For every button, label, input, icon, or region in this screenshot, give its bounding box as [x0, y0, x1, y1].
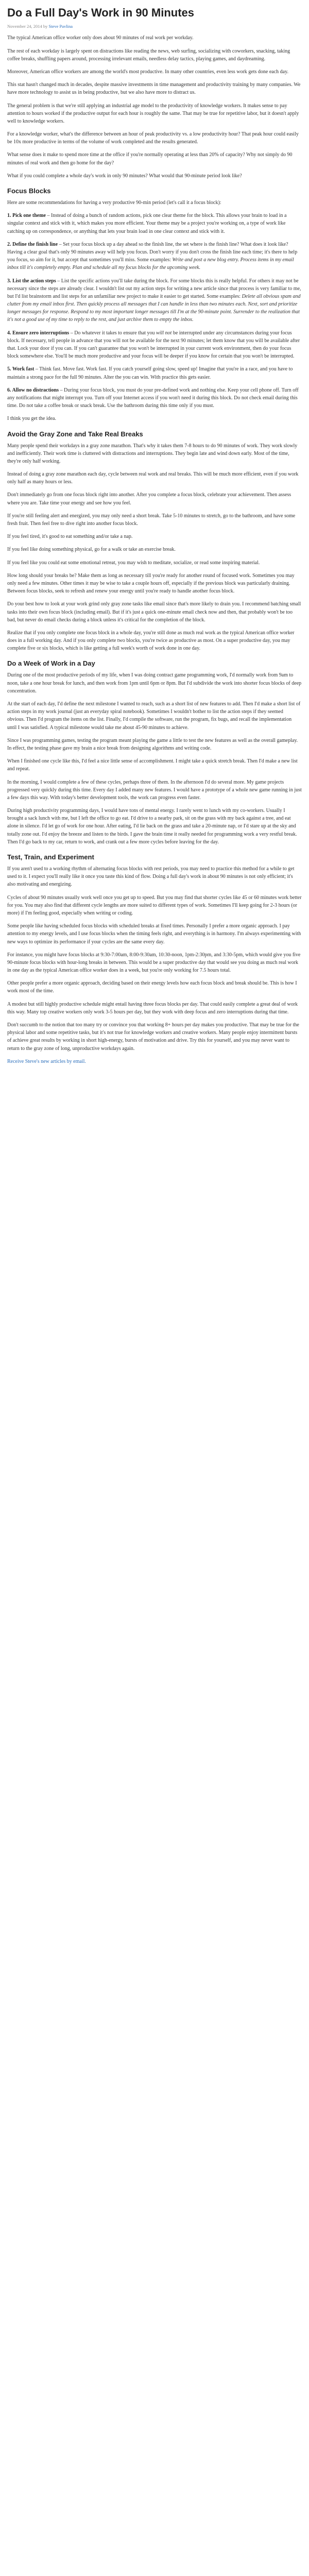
article-page [0, 0, 309, 1083]
intro-section [7, 34, 302, 180]
focus-item-lead: 5. Work fast [7, 366, 35, 372]
focus-item-text: – List the specific actions you'll take during the block. For some blocks this is really helpful. For others it may not be necessary since the steps are already clear. I wouldn't list out my action steps for writing a new article since that process is very familiar to me, but I'd list brainstorm and list steps for an unfamiliar new project to make it easier to get started. Some examples: [7, 278, 301, 299]
focus-item-text: – Do whatever it takes to ensure that you [69, 330, 157, 336]
test-paragraph: Other people prefer a more organic approach, deciding based on their energy levels how each focus block and break should be. This is how I work most of the time. [7, 980, 297, 994]
gray-zone-paragraph: If you're still feeling alert and energized, you may only need a short break. Take 5-10 minutes to stretch, go to the bathroom, and have some fresh fruit. Then feel free to dive right into another focus block. [7, 513, 296, 527]
focus-block-item [7, 329, 302, 361]
gray-zone-paragraph: If you feel tired, it's good to eat something and/or take a nap. [7, 534, 133, 540]
test-paragraph: Some people like having scheduled focus blocks with scheduled breaks at fixed times. Personally I prefer a more organic approach. I pay attention to my energy levels, and I use focus blocks when the timing feels right, and everything is in harmony. I'm always experimenting with new ways to optimize its performance if your cycles are the same every day. [7, 923, 301, 945]
intro-paragraph: Moreover, American office workers are among the world's most productive. In many other countries, even less work gets done each day. [7, 69, 288, 75]
article-title: Do a Full Day's Work in 90 Minutes [7, 6, 195, 19]
intro-paragraph: For a knowledge worker, what's the difference between an hour of peak productivity vs. a low productivity hour? That peak hour could easily be 10x more productive in terms of the volume of work completed and the results generated. [7, 131, 299, 145]
focus-block-item [7, 241, 302, 272]
focus-item-lead: 3. List the action steps [7, 278, 56, 284]
focus-block-item [7, 212, 302, 235]
test-paragraph: Cycles of about 90 minutes usually work well once you get up to speed. But you may find that shorter cycles like 45 or 60 minutes work better for you. You may also find that different cycle lengths are more suited to different types of work. Sometimes I'll keep going for 2-3 hours (or more) if I'm feeling good, especially when writing or coding. [7, 894, 302, 916]
focus-item-lead: 6. Allow no distractions [7, 387, 59, 393]
week-paragraph: During one of the most productive periods of my life, when I was doing contract game programming work, I'd normally work from 9am to noon, take a one hour break for lunch, and then work from 1pm until 6pm or 8pm. But I'd subdivide the work into shorter focus blocks of deep concentration. [7, 672, 302, 694]
section-heading-gray-zone: Avoid the Gray Zone and Take Real Breaks [7, 430, 143, 438]
focus-block-item [7, 386, 302, 410]
section-heading-focus-blocks: Focus Blocks [7, 187, 51, 195]
focus-item-lead: 4. Ensure zero interruptions [7, 330, 70, 336]
focus-item-text: – During your focus block, you must do your pre-defined work and nothing else. Keep your cell phone off. Turn off any notifications that might interrupt you. Turn off your Internet access if you won't need it during this block. Do not check email during this time. Do not take a coffee break or snack break. Use the bathroom during this time only if you must. [7, 387, 299, 409]
gray-zone-paragraph: Realize that if you only complete one focus block in a whole day, you're still done as much real work as the typical American office worker does in a full working day. And if you only complete two blocks, you're twice as productive as most. On a super productive day, you may complete five or six blocks, which is like getting a full week's worth of work done in one day. [7, 630, 295, 652]
article-meta [7, 24, 302, 29]
gray-zone-paragraph: Many people spend their workdays in a gray zone marathon. That's why it takes them 7-8 hours to do 90 minutes of work. They work slowly and inefficiently. Their work time is cluttered with distractions and interruptions. They begin late and wind down early. Most of the time, they're only half working. [7, 443, 298, 464]
section-heading-week-in-day: Do a Week of Work in a Day [7, 659, 95, 668]
gray-zone-paragraph: Instead of doing a gray zone marathon each day, cycle between real work and real breaks. This will be much more efficient, even if you work only half as many hours or less. [7, 471, 299, 485]
subscribe-link[interactable]: Receive Steve's new articles by email. [7, 1058, 86, 1064]
test-paragraph: A modest but still highly productive schedule might entail having three focus blocks per day. That could easily complete a great deal of work this way. Many top creative workers only work 3-5 hours per day, but they work with deep focus and zero interruptions during that time. [7, 1001, 298, 1015]
test-paragraph: Don't succumb to the notion that too many try or convince you that working 8+ hours per day makes you productive. That may be true for the physical labor and some repetitive tasks, but it's not true for knowledge workers and creative workers. Many people enjoy intermittent bursts of achieve great results by working in short high-energy, bursts of motivation and drive. Try this for yourself, and you may never want to return to the gray zone of long, unproductive workdays again. [7, 1022, 299, 1052]
test-paragraph: If you aren't used to a working rhythm of alternating focus blocks with rest periods, you may need to practice this method for a while to get used to it. I expect you'll really like it once you taste this kind of flow. Doing a full day's work in about 90 minutes is not only efficient; it's also motivating and energizing. [7, 866, 295, 888]
section-heading-test-train: Test, Train, and Experiment [7, 853, 94, 861]
gray-zone-paragraph: Don't immediately go from one focus block right into another. After you complete a focus block, celebrate your achievement. Then assess where you are. Take time your energy and see how you feel. [7, 492, 291, 506]
gray-zone-paragraph: Do your best how to look at your work grind only gray zone tasks like email since that's more likely to drain you. I recommend batching small tasks into their own focus block (including email). But if it's just a quick one-minute email check now and then, that probably won't be too bad, but never do email checks during a block unless it's critical for the completion of the block. [7, 601, 301, 623]
intro-paragraph: The rest of each workday is largely spent on distractions like reading the news, web surfing, socializing with coworkers, snacking, taking coffee breaks, shuffling papers around, processing irrelevant emails, needless delay tactics, playing games, and daydreaming. [7, 48, 290, 62]
focus-item-lead: 1. Pick one theme [7, 213, 46, 219]
focus-block-item [7, 365, 302, 381]
week-paragraph: When I finished one cycle like this, I'd feel a nice little sense of accomplishment. I might take a quick stretch break. Then I'd make a new list and repeat. [7, 758, 298, 772]
intro-paragraph: What if you could complete a whole day's work in only 90 minutes? What would that 90-minute period look like? [7, 173, 242, 179]
week-paragraph: During high productivity programming days, I would have tons of mental energy. I rarely went to lunch with my co-workers. Usually I brought a sack lunch with me, but I left the office to go eat. I'd drive to a nearby park, sit on the grass with my back against a tree, and eat alone in silence. I'd let go of work for one hour. After eating, I'd lie back on the grass and take a 20-minute nap, or I'd stare up at the sky and totally zone out. I'd enjoy the breeze and listen to the birds. I gave the brain time it really needed for programming work a very restful break. Then I'd go back to my car, return to work, and crank out a few more cycles before leaving for the day. [7, 808, 297, 845]
week-paragraph: At the start of each day, I'd define the next milestone I wanted to reach, such as a short list of new features to add. Then I'd make a short list of action steps in my work journal (just an everyday spiral notebook). Sometimes I wouldn't bother to list the action steps if they seemed obvious. Then I'd program the items on the list. Finally, I'd compile the software, run the program, fix bugs, and recall the implementation until I was satisfied. A typical milestone would take me about 45-90 minutes to achieve. [7, 701, 301, 731]
focus-item-text: – Instead of doing a bunch of random actions, pick one clear theme for the block. This allows your brain to load in a singular context and stick with it, which makes you more efficient. Your theme may be a project you're working on, a type of work like catching up on correspondence, or anything that lets your brain load in one clear context and stick with it. [7, 213, 287, 234]
footer [7, 1058, 302, 1065]
focus-item-text: – Set your focus block up a day ahead so the finish line, the set where is the finish line? What does it look like? Having a clear goal that's only 90 minutes away will help you focus. Don't worry if you don't cross the finish line each time; it's there to help you focus, so aim for it, but accept that sometimes you'll miss. Some examples: [7, 241, 298, 263]
intro-paragraph: This stat hasn't changed much in decades, despite massive investments in time management and productivity training by many companies. We have more technology to assist us in being productive, but we also have more to distract us. [7, 82, 301, 96]
test-paragraph: For instance, you might have focus blocks at 9:30-7:00am, 8:00-9:30am, 10:30-noon, 1pm-2:30pm, and 3:30-5pm, which would give you five 90-minute focus blocks with hour-long breaks in between. This would be a super productive day that would see you doing as much real work in one day as the typical American office worker does in a week, but you're only working for 7.5 hours total. [7, 952, 301, 974]
gray-zone-paragraph: If you feel like you could eat some emotional retreat, you may wish to meditate, socialize, or read some inspiring material. [7, 560, 260, 566]
gray-zone-paragraph: How long should your breaks be? Make them as long as necessary till you're ready for another round of focused work. Sometimes you may only need a few minutes. Other times it may be wise to take a couple hours off, especially if the previous block was particularly draining. Between focus blocks, seek to refresh and renew your energy until you're ready to handle another focus block. [7, 572, 295, 595]
focus-item-emphasis: will not [156, 330, 172, 336]
article-date: November 24, 2014 by [7, 24, 48, 29]
gray-zone-paragraph: If you feel like doing something physical, go for a walk or take an exercise break. [7, 547, 176, 553]
focus-block-item [7, 277, 302, 324]
week-paragraph: In the morning, I would complete a few of these cycles, perhaps three of them. In the afternoon I'd do several more. My game projects progressed very quickly during this time. Every day I added many new features. I would have a prototype of a whole new game running in just a few days this way. With today's better development tools, the work can progress even faster. [7, 779, 302, 801]
focus-item-text: – Think fast. Move fast. Work fast. If you catch yourself going slow, speed up! Imagine that you're in a race, and you have to maintain a strong pace for the full 90 minutes. Alter the you can win. With practice this gets easier. [7, 366, 293, 380]
focus-item-lead: 2. Define the finish line [7, 241, 58, 247]
focus-item-examples: Delete all obvious spam and clutter from my email inbox first. Then quickly process all messages that I can handle in less than two minutes each. Next, sort and prioritize longer messages for response. Respond to my most important longer messages till I'm at the 90-minute point. Surrender to the realization that it's not a good use of my time to reply to the rest, and just archive them to empty the inbox. [7, 293, 301, 323]
focus-item-text: be interrupted under any circumstances during your focus block. If necessary, tell people in advance that you will not be available for the next 90 minutes; let them know that you will be available after that. Lock your door if you can. If you can't guarantee that you won't be interrupted in your current work environment, then do your focus block somewhere else. You'll be much more productive and your focus will be deeper if you know for certain that you won't be interrupted. [7, 330, 300, 360]
focus-item-examples: Write and post a new blog entry. Process items in my email inbox till it's completely empty. Plan and schedule all my focus blocks for the upcoming week. [7, 257, 294, 271]
intro-paragraph: The typical American office worker only does about 90 minutes of real work per workday. [7, 35, 194, 41]
intro-paragraph: The general problem is that we're still applying an industrial age model to the productivity of knowledge workers. It makes sense to pay attention to hours worked if the productive output for each hour is roughly the same. That may be true for repetitive labor, but it doesn't apply well to knowledge workers. [7, 103, 299, 124]
focus-blocks-outro: I think you get the idea. [7, 416, 56, 422]
week-paragraph: Since I was programming games, testing the program meant playing the game a little to test the new features as well as the overall gameplay. In effect, the testing phase gave my brain a nice break from designing algorithms and writing code. [7, 737, 298, 751]
intro-paragraph: What sense does it make to spend more time at the office if you're normally operating at less than 20% of capacity? Why not simply do 90 minutes of real work and then go home for the day? [7, 152, 293, 166]
author-link[interactable]: Steve Pavlina [48, 24, 73, 29]
focus-blocks-intro: Here are some recommendations for having a very productive 90-min period (let's call it a focus block): [7, 200, 221, 206]
